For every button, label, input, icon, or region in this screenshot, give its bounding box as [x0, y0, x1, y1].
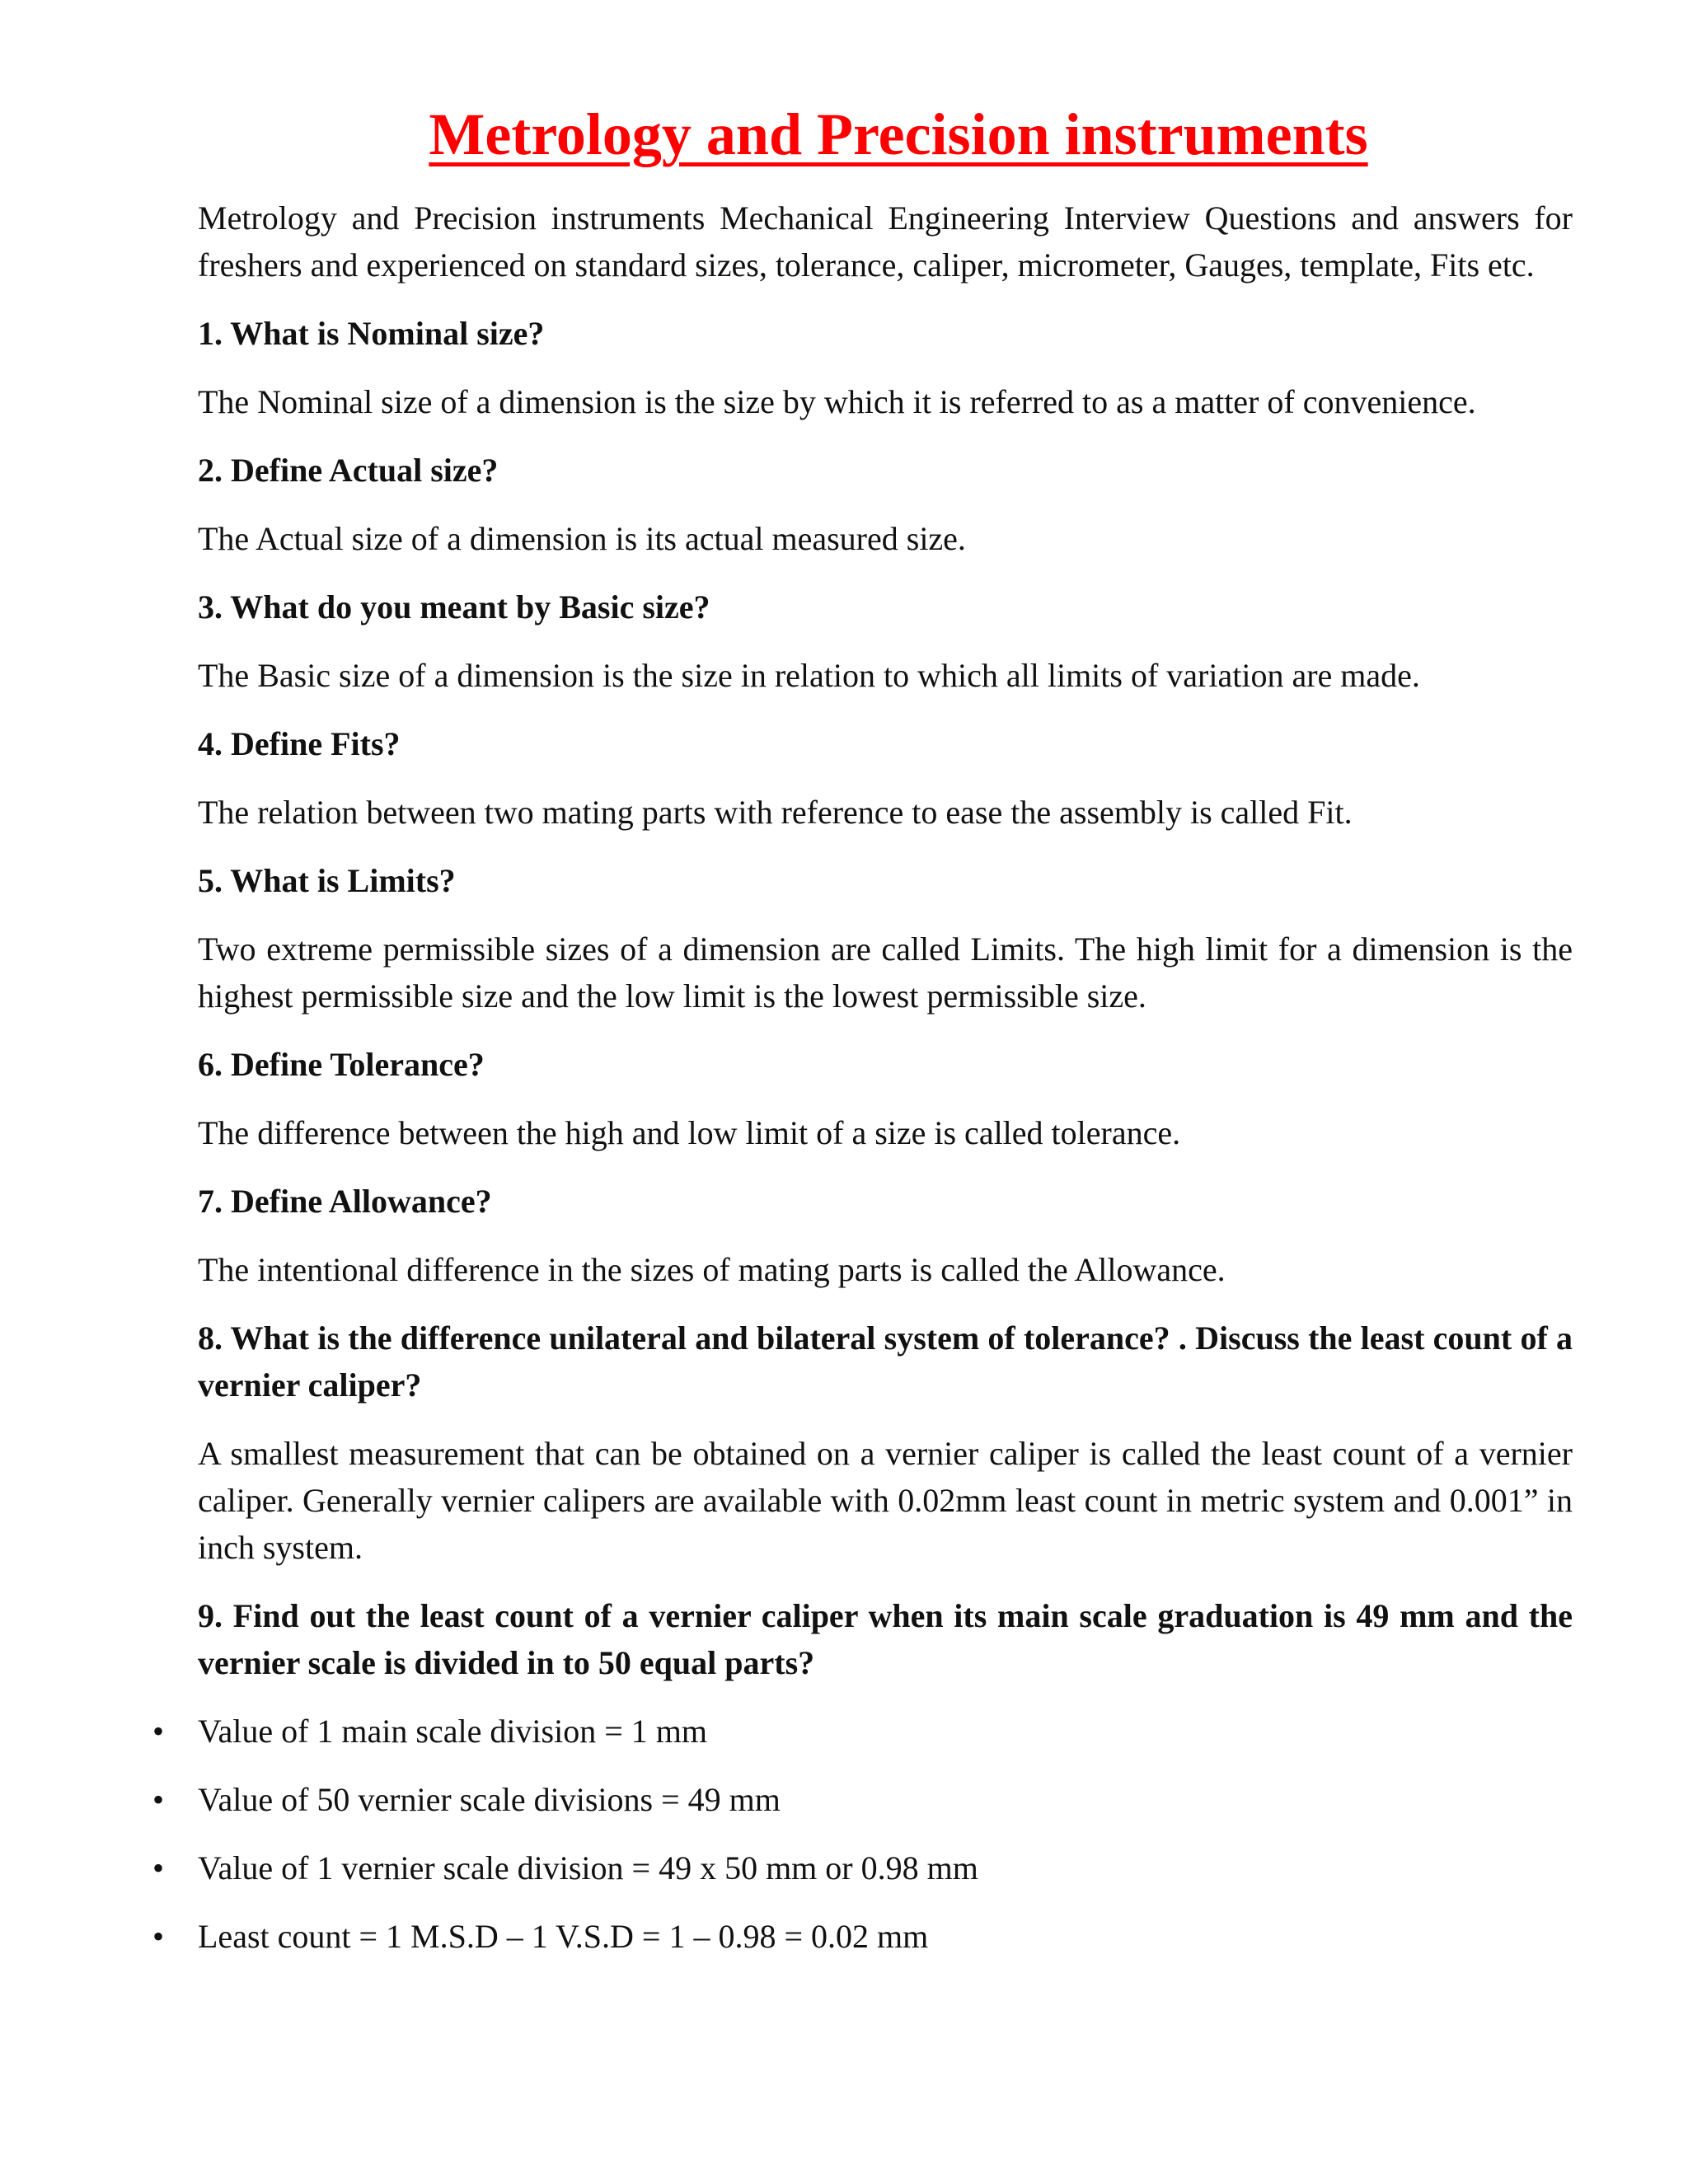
intro-paragraph: Metrology and Precision instruments Mechanical Engineering Interview Questions and answers for freshers and experienced on standard sizes, tolerance, caliper, micrometer, Gauges, template, Fits etc. — [198, 199, 1573, 284]
list-item — [152, 1776, 1573, 1823]
question-8: 8. What is the difference unilateral and bilateral system of tolerance? . Discuss the least count of a vernier caliper? — [198, 1319, 1573, 1404]
bullet-list — [152, 1708, 1573, 1960]
question-4: 4. Define Fits? — [198, 725, 401, 762]
list-item-text: Least count = 1 M.S.D – 1 V.S.D = 1 – 0.98 = 0.02 mm — [198, 1918, 929, 1955]
document-body — [152, 194, 1573, 1981]
question-2: 2. Define Actual size? — [198, 452, 499, 489]
question-1: 1. What is Nominal size? — [198, 315, 545, 352]
list-item-text: Value of 50 vernier scale divisions = 49 mm — [198, 1781, 781, 1818]
list-item — [152, 1708, 1573, 1755]
answer-6: The difference between the high and low limit of a size is called tolerance. — [198, 1114, 1181, 1151]
list-item-text: Value of 1 vernier scale division = 49 x 50 mm or 0.98 mm — [198, 1849, 978, 1886]
answer-4: The relation between two mating parts with reference to ease the assembly is called Fit. — [198, 794, 1353, 831]
question-3: 3. What do you meant by Basic size? — [198, 588, 710, 626]
answer-5: Two extreme permissible sizes of a dimension are called Limits. The high limit for a dimension is the highest permissible size and the low limit is the lowest permissible size. — [198, 930, 1573, 1015]
bullet-icon: • — [152, 1781, 164, 1818]
bullet-icon: • — [152, 1918, 164, 1955]
answer-7: The intentional difference in the sizes of mating parts is called the Allowance. — [198, 1251, 1226, 1288]
answer-3: The Basic size of a dimension is the size in relation to which all limits of variation are made. — [198, 657, 1420, 694]
answer-1: The Nominal size of a dimension is the size by which it is referred to as a matter of convenience. — [198, 383, 1476, 420]
list-item — [152, 1844, 1573, 1891]
question-7: 7. Define Allowance? — [198, 1183, 492, 1220]
list-item — [152, 1913, 1573, 1960]
list-item-text: Value of 1 main scale division = 1 mm — [198, 1713, 708, 1750]
question-6: 6. Define Tolerance? — [198, 1046, 485, 1083]
answer-2: The Actual size of a dimension is its actual measured size. — [198, 520, 966, 557]
bullet-icon: • — [152, 1713, 164, 1750]
question-9: 9. Find out the least count of a vernier caliper when its main scale graduation is 49 mm and the vernier scale is divided in to 50 equal parts? — [198, 1597, 1573, 1681]
bullet-icon: • — [152, 1849, 164, 1886]
answer-8: A smallest measurement that can be obtained on a vernier caliper is called the least count of a vernier caliper. Generally vernier calipers are available with 0.02mm least count in metric system and 0.001” in inch system. — [198, 1435, 1573, 1566]
page-title: Metrology and Precision instruments — [429, 101, 1368, 167]
question-5: 5. What is Limits? — [198, 862, 456, 899]
